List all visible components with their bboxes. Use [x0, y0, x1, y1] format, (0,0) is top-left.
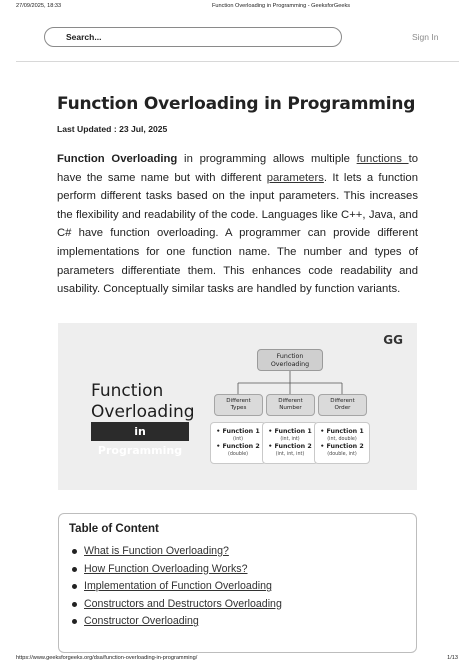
function-1-label: • Function 1: [216, 428, 260, 435]
functions-link[interactable]: functions: [356, 153, 409, 165]
function-2-label: • Function 2: [320, 443, 364, 450]
intro-text-3: . It lets a function perform different tasks based on the input parameters. This increases the flexibility and readability of the code. Languages like C++, Java, and C# have function overloading. A programmer can provide different implementations for one function name. The number and types of parameters differentiate them. This enhances code readability and usability. Conceptually similar tasks are handled by function variants.: [57, 171, 418, 296]
toc-link[interactable]: How Function Overloading Works?: [84, 562, 248, 575]
function-2-params: (double, int): [327, 451, 357, 457]
toc-item: [70, 545, 282, 563]
toc-item: [70, 615, 282, 633]
detail-node-order: [314, 422, 370, 464]
print-footer: [16, 655, 458, 665]
function-2-params: (double): [227, 451, 249, 457]
top-bar: [0, 24, 474, 54]
function-1-label: • Function 1: [320, 428, 364, 435]
function-1-params: (int, double): [327, 436, 357, 442]
sign-in-link[interactable]: Sign In: [412, 32, 439, 42]
category-line-2: Number: [279, 405, 302, 411]
function-2-label: • Function 2: [216, 443, 260, 450]
category-line-1: Different: [330, 398, 355, 404]
function-1-params: (int, int): [280, 436, 300, 442]
toc-link[interactable]: Implementation of Function Overloading: [84, 580, 272, 592]
toc-item: [70, 580, 282, 598]
toc-item: [70, 563, 282, 581]
function-2-label: • Function 2: [268, 443, 312, 450]
category-line-1: Different: [226, 398, 251, 404]
header-divider: [16, 61, 459, 62]
category-node-number: [266, 394, 315, 416]
function-1-label: • Function 1: [268, 428, 312, 435]
category-line-2: Types: [230, 405, 247, 411]
category-line-1: Different: [278, 398, 303, 404]
parameters-link[interactable]: parameters: [266, 171, 324, 184]
category-node-order: [318, 394, 367, 416]
detail-node-types: [210, 422, 266, 464]
figure-title: [91, 381, 195, 423]
intro-text-2: to have the same name but with different: [57, 153, 418, 184]
figure-tag: in Programming: [91, 422, 189, 441]
gfg-logo: GG: [383, 333, 403, 347]
print-header: [16, 3, 458, 15]
category-line-2: Order: [334, 405, 351, 411]
toc-link[interactable]: Constructor Overloading: [84, 615, 199, 627]
figure-title-line-1: Function: [91, 381, 164, 401]
search-placeholder: Search...: [66, 32, 102, 42]
article-illustration: [58, 323, 417, 490]
function-1-params: (int): [233, 436, 243, 442]
function-2-params: (int, int, int): [275, 451, 305, 457]
toc-link[interactable]: What is Function Overloading?: [84, 545, 229, 557]
figure-title-line-2: Overloading: [91, 402, 195, 422]
diagram-root-node: [257, 349, 323, 371]
print-page-title: Function Overloading in Programming - GeeksforGeeks: [212, 3, 351, 9]
toc-heading: Table of Content: [69, 523, 159, 535]
table-of-contents: [58, 513, 417, 653]
root-line-2: Overloading: [270, 361, 310, 368]
print-page-number: 1/13: [447, 655, 458, 661]
intro-paragraph: [57, 150, 418, 299]
toc-link[interactable]: Constructors and Destructors Overloading: [84, 597, 282, 610]
toc-item: [70, 598, 282, 616]
last-updated: Last Updated : 23 Jul, 2025: [57, 124, 168, 134]
detail-node-number: [262, 422, 318, 464]
root-line-1: Function: [276, 353, 304, 360]
print-date: 27/09/2025, 18:33: [16, 3, 62, 9]
article-title: Function Overloading in Programming: [57, 94, 416, 114]
category-node-types: [214, 394, 263, 416]
search-input[interactable]: [44, 27, 342, 47]
toc-list: [70, 545, 282, 633]
keyword-function-overloading: Function Overloading: [57, 153, 178, 165]
intro-text-1: in programming allows multiple: [177, 153, 357, 165]
print-url: https://www.geeksforgeeks.org/dsa/function-overloading-in-programming/: [16, 655, 198, 661]
